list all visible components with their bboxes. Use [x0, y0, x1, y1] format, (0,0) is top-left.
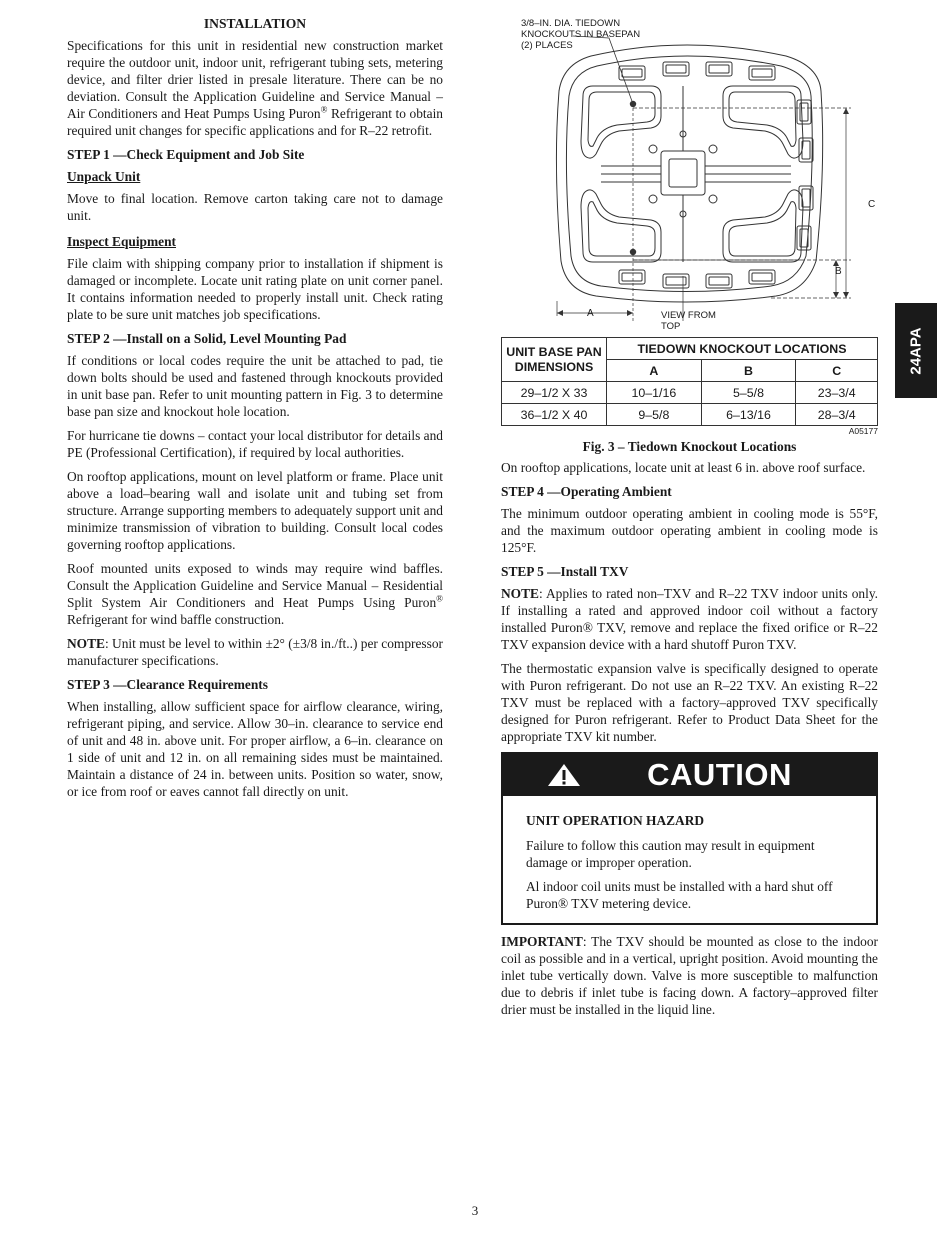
table-header-c: C [796, 360, 878, 382]
important-paragraph: IMPORTANT: The TXV should be mounted as close to the indoor coil as possible and in a vertical, upright position. Avoid mounting the inlet tube vertically down. Valve is more susceptible to malfunction due to debris if inlet tube is facing down. A factory–approved filter drier must be installed in the liquid line. [501, 934, 878, 1017]
table-header-locations: TIEDOWN KNOCKOUT LOCATIONS [607, 338, 878, 360]
step-4-heading: STEP 4 —Operating Ambient [501, 484, 672, 499]
caution-box [501, 752, 878, 925]
step-2-heading: STEP 2 —Install on a Solid, Level Mounting Pad [67, 331, 347, 346]
view-from-top-label: VIEW FROM TOP [661, 310, 716, 332]
step-2-paragraph-1: If conditions or local codes require the unit be attached to pad, tie down bolts should be used and fastened through knockouts provided in unit base pan. Refer to unit mounting pattern in Fig. 3 to determine base pan size and knockout hole location. [67, 353, 443, 419]
basepan-drawing [501, 16, 878, 321]
caution-word: CAUTION [647, 757, 792, 792]
table-header-b: B [701, 360, 796, 382]
intro-paragraph: Specifications for this unit in residential new construction market require the outdoor unit, indoor unit, refrigerant tubing sets, metering device, and filter drier listed in presale literature. There can be no deviation. Consult the Application Guideline and Service Manual – Air Conditioners and Heat Pumps Using Puron® Refrigerant to obtain required unit changes for specific applications and for R–22 retrofit. [67, 38, 443, 138]
caution-line-1: Failure to follow this caution may result in equipment damage or improper operation. [526, 838, 815, 870]
knockout-table [501, 337, 878, 426]
inspect-equipment-text: File claim with shipping company prior to installation if shipment is damaged or incomplete. Locate unit rating plate on unit corner panel. It contains information needed to properly install unit. Check rating plate to be sure unit matches job specifications. [67, 256, 443, 322]
caution-banner [503, 754, 876, 796]
caution-body [503, 796, 876, 923]
page-number: 3 [471, 1203, 479, 1218]
table-row: 36–1/2 X 40 9–5/8 6–13/16 28–3/4 [502, 404, 878, 426]
left-column [67, 16, 443, 807]
dimension-a-label: A [587, 308, 594, 319]
table-header-dimensions: UNIT BASE PAN DIMENSIONS [502, 338, 607, 382]
step-4-text: The minimum outdoor operating ambient in cooling mode is 55°F, and the maximum outdoor operating ambient in cooling mode is 125°F. [501, 506, 878, 555]
warning-triangle-icon [547, 763, 581, 787]
tiedown-figure [501, 16, 878, 332]
step-2-paragraph-2: For hurricane tie downs – contact your local distributor for details and PE (Professional Certification), if required by local authorities. [67, 428, 443, 460]
step-1-heading: STEP 1 —Check Equipment and Job Site [67, 147, 305, 162]
table-row: 29–1/2 X 33 10–1/16 5–5/8 23–3/4 [502, 382, 878, 404]
inspect-equipment-heading: Inspect Equipment [67, 234, 177, 249]
rooftop-text: On rooftop applications, locate unit at least 6 in. above roof surface. [501, 460, 866, 475]
step-2-paragraph-3: On rooftop applications, mount on level platform or frame. Place unit above a load–bearing wall and isolate unit and tubing set from structure. Arrange supporting members to adequately support unit and minimize transmission of vibration to building. Consult local codes governing rooftop applications. [67, 469, 443, 552]
level-note: NOTE: Unit must be level to within ±2° (±3/8 in./ft..) per compressor manufacturer specifications. [67, 636, 443, 668]
right-column [501, 16, 878, 1025]
side-tab-label: 24APA [907, 326, 925, 375]
unpack-unit-text: Move to final location. Remove carton taking care not to damage unit. [67, 191, 443, 223]
txv-note: NOTE: Applies to rated non–TXV and R–22 TXV indoor units only. If installing a rated and approved indoor coil without a factory installed Puron® TXV, remove and replace the fixed orifice or R–22 TXV expansion device with a hard shutoff Puron TXV. [501, 586, 878, 652]
txv-paragraph: The thermostatic expansion valve is specifically designed to operate with Puron refrigerant. Do not use an R–22 TXV. An existing R–22 TXV must be replaced with a factory–approved TXV specifically designed for Puron refrigerant. Refer to Product Data Sheet for the appropriate TXV kit number. [501, 661, 878, 744]
step-2-paragraph-4: Roof mounted units exposed to winds may require wind baffles. Consult the Application Guideline and Service Manual – Residential Split System Air Conditioners and Heat Pumps Using Puron® Refrigerant for wind baffle construction. [67, 561, 443, 627]
step-3-paragraph: When installing, allow sufficient space for airflow clearance, wiring, refrigerant piping, and service. Allow 30–in. clearance to service end of unit and 48 in. above unit. For proper airflow, a 6–in. clearance on 1 side of unit and 12 in. on all remaining sides must be maintained. Maintain a distance of 24 in. between units. Position so water, snow, or ice from roof or eaves cannot fall directly on unit. [67, 699, 443, 799]
caution-line-2: Al indoor coil units must be installed with a hard shut off Puron® TXV metering device. [526, 879, 833, 911]
dimension-c-label: C [868, 199, 876, 210]
side-tab [895, 303, 937, 398]
dimension-b-label: B [835, 266, 842, 277]
figure-caption: Fig. 3 – Tiedown Knockout Locations [582, 439, 797, 454]
caution-hazard-title: UNIT OPERATION HAZARD [526, 813, 705, 828]
unpack-unit-heading: Unpack Unit [67, 169, 141, 184]
tiedown-callout: 3/8–IN. DIA. TIEDOWN KNOCKOUTS IN BASEPAN (2) PLACES [521, 18, 641, 51]
section-title: INSTALLATION [203, 16, 307, 31]
step-5-heading: STEP 5 —Install TXV [501, 564, 629, 579]
step-3-heading: STEP 3 —Clearance Requirements [67, 677, 268, 692]
table-header-a: A [607, 360, 702, 382]
figure-id: A05177 [848, 426, 878, 436]
